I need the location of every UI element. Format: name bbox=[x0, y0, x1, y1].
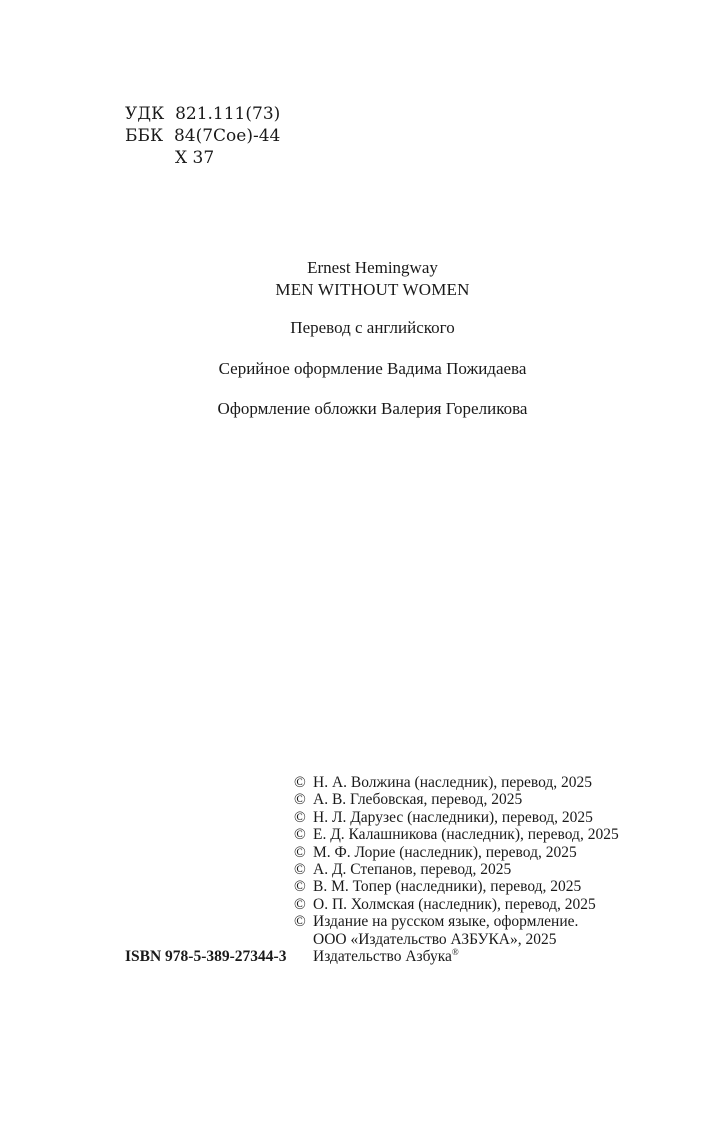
copyright-line: © О. П. Холмская (наследник), перевод, 2025 bbox=[294, 895, 596, 913]
series-design-credit: Серийное оформление Вадима Пожидаева bbox=[218, 359, 527, 378]
copyright-line: © В. М. Топер (наследники), перевод, 2025 bbox=[294, 878, 582, 896]
isbn: ISBN 978-5-389-27344-3 bbox=[125, 948, 287, 965]
publisher-line: ООО «Издательство АЗБУКА», 2025 bbox=[313, 930, 557, 948]
registered-mark: ® bbox=[451, 946, 459, 957]
copyright-line: © А. В. Глебовская, перевод, 2025 bbox=[294, 791, 523, 809]
copyright-line: © М. Ф. Лорие (наследник), перевод, 2025 bbox=[294, 843, 577, 861]
copyright-symbol: © bbox=[294, 826, 306, 844]
translation-note: Перевод с английского bbox=[290, 318, 455, 337]
copyright-symbol: © bbox=[294, 774, 306, 791]
original-title: MEN WITHOUT WOMEN bbox=[275, 280, 470, 299]
copyright-symbol: © bbox=[294, 861, 306, 879]
copyright-symbol: © bbox=[294, 791, 306, 809]
cover-design-credit: Оформление обложки Валерия Гореликова bbox=[217, 399, 528, 418]
copyright-line: © Н. А. Волжина (наследник), перевод, 2025 bbox=[294, 774, 593, 791]
copyright-line: © Н. Л. Дарузес (наследники), перевод, 2025 bbox=[294, 808, 593, 826]
imprint-line: Издательство Азбука® bbox=[313, 946, 459, 966]
original-author: Ernest Hemingway bbox=[307, 258, 438, 277]
copyright-symbol: © bbox=[294, 878, 306, 896]
udk-code: УДК 821.111(73) bbox=[125, 104, 281, 124]
bbk-code: ББК 84(7Сое)-44 bbox=[125, 126, 281, 146]
copyright-symbol: © bbox=[294, 895, 306, 913]
copyright-line: © А. Д. Степанов, перевод, 2025 bbox=[294, 861, 512, 879]
copyright-symbol: © bbox=[294, 808, 306, 826]
copyright-symbol: © bbox=[294, 913, 306, 931]
copyright-line: © Издание на русском языке, оформление. bbox=[294, 913, 579, 931]
copyright-list bbox=[294, 774, 619, 965]
copyright-symbol: © bbox=[294, 843, 306, 861]
author-mark: Х 37 bbox=[175, 148, 215, 168]
classification-block bbox=[125, 103, 280, 169]
copyright-line: © Е. Д. Калашникова (наследник), перевод, 2025 bbox=[294, 826, 619, 844]
